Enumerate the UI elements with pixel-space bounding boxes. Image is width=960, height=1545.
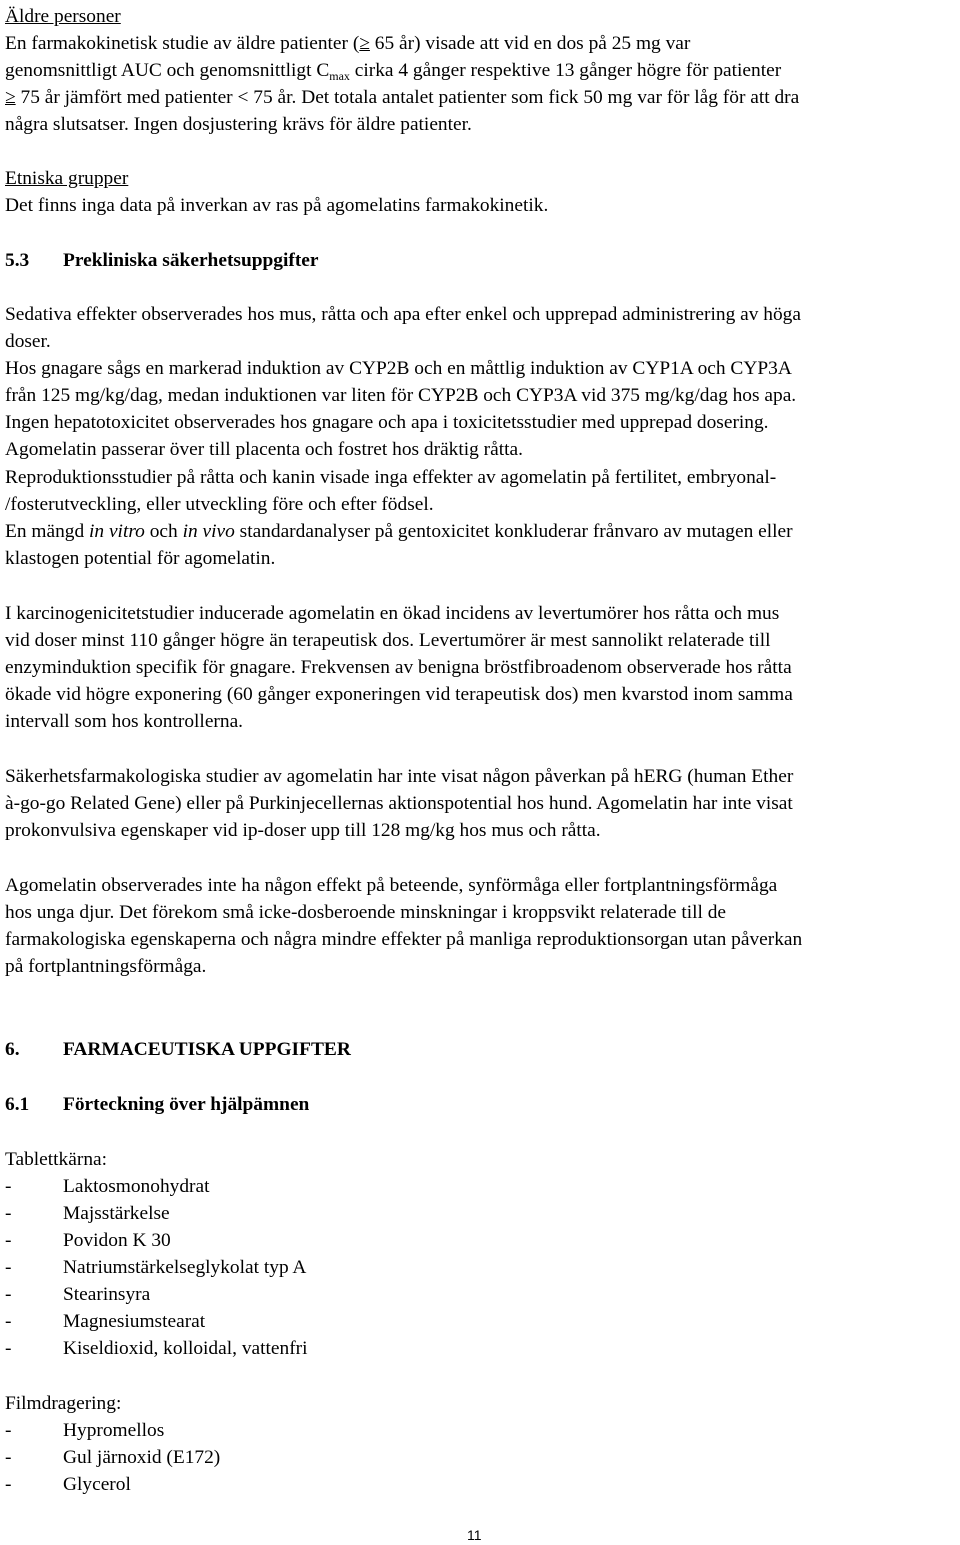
excipient-item: - Laktosmonohydrat	[5, 1176, 210, 1197]
preclinical-line: Hos gnagare sågs en markerad induktion av CYP2B och en måttlig induktion av CYP1A och CYP3A	[5, 358, 792, 379]
excipient-item: - Stearinsyra	[5, 1284, 151, 1305]
section-6-heading: 6. FARMACEUTISKA UPPGIFTER	[5, 1039, 351, 1060]
section-5-3-heading: 5.3 Prekliniska säkerhetsuppgifter	[5, 250, 319, 271]
excipient-item: - Kiseldioxid, kolloidal, vattenfri	[5, 1338, 308, 1359]
carcinogenicity-line: ökade vid högre exponering (60 gånger exponeringen vid terapeutisk dos) men kvarstod inom samma	[5, 684, 793, 705]
elderly-line-1: En farmakokinetisk studie av äldre patienter (≥ 65 år) visade att vid en dos på 25 mg var	[5, 30, 690, 57]
juvenile-line: på fortplantningsförmåga.	[5, 956, 207, 977]
genotox-line-1: En mängd in vitro och in vivo standardanalyser på gentoxicitet konkluderar frånvaro av mutagen eller	[5, 521, 793, 542]
carcinogenicity-line: vid doser minst 110 gånger högre än terapeutisk dos. Levertumörer är mest sannolikt relaterade till	[5, 630, 771, 651]
cmax-subscript: max	[329, 69, 350, 83]
section-6-1-heading: 6.1 Förteckning över hjälpämnen	[5, 1094, 310, 1115]
carcinogenicity-line: enzyminduktion specifik för gnagare. Frekvensen av benigna bröstfibroadenom observerade hos råtta	[5, 657, 792, 678]
ethnic-heading: Etniska grupper	[5, 168, 129, 189]
preclinical-line: doser.	[5, 331, 51, 352]
coating-item: - Gul järnoxid (E172)	[5, 1447, 221, 1468]
page-number: 11	[467, 1527, 482, 1543]
juvenile-line: farmakologiska egenskaperna och några mindre effekter på manliga reproduktionsorgan utan påverkan	[5, 929, 803, 950]
coating-item: - Hypromellos	[5, 1420, 165, 1441]
preclinical-line: Agomelatin passerar över till placenta och fostret hos dräktig råtta.	[5, 439, 523, 460]
excipient-item: - Magnesiumstearat	[5, 1311, 206, 1332]
preclinical-line: Reproduktionsstudier på råtta och kanin visade inga effekter av agomelatin på fertilitet, embryonal-	[5, 467, 777, 488]
safety-pharmacology-line: à-go-go Related Gene) eller på Purkinjecellernas aktionspotential hos hund. Agomelatin har inte visat	[5, 793, 793, 814]
juvenile-line: hos unga djur. Det förekom små icke-dosberoende minskningar i kroppsvikt relaterade till de	[5, 902, 727, 923]
excipient-item: - Povidon K 30	[5, 1230, 171, 1251]
carcinogenicity-line: I karcinogenicitetstudier inducerade agomelatin en ökad incidens av levertumörer hos råtta och mus	[5, 603, 780, 624]
carcinogenicity-line: intervall som hos kontrollerna.	[5, 711, 244, 732]
safety-pharmacology-line: prokonvulsiva egenskaper vid ip-doser upp till 128 mg/kg hos mus och råtta.	[5, 820, 601, 841]
ethnic-line-1: Det finns inga data på inverkan av ras på agomelatins farmakokinetik.	[5, 195, 549, 216]
preclinical-line: Ingen hepatotoxicitet observerades hos gnagare och apa i toxicitetsstudier med upprepad dosering.	[5, 412, 769, 433]
preclinical-line: /fosterutveckling, eller utveckling före och efter födsel.	[5, 494, 434, 515]
coating-item: - Glycerol	[5, 1474, 131, 1495]
juvenile-line: Agomelatin observerades inte ha någon effekt på beteende, synförmåga eller fortplantningsförmåga	[5, 875, 778, 896]
excipient-item: - Natriumstärkelseglykolat typ A	[5, 1257, 307, 1278]
elderly-heading: Äldre personer	[5, 6, 121, 27]
greater-equal-symbol: ≥	[359, 33, 370, 54]
film-coating-heading: Filmdragering:	[5, 1393, 122, 1414]
preclinical-line: från 125 mg/kg/dag, medan induktionen var liten för CYP2B och CYP3A vid 375 mg/kg/dag hos apa.	[5, 385, 797, 406]
greater-equal-symbol: ≥	[5, 87, 16, 108]
elderly-line-3: ≥ 75 år jämfört med patienter < 75 år. Det totala antalet patienter som fick 50 mg var för låg för att dra	[5, 84, 799, 111]
elderly-line-2: genomsnittligt AUC och genomsnittligt $C_{max}$ cirka 4 gånger respektive 13 gånger högre för patienter	[5, 60, 782, 83]
genotox-line-2: klastogen potential för agomelatin.	[5, 548, 276, 569]
excipient-item: - Majsstärkelse	[5, 1203, 170, 1224]
tablet-core-heading: Tablettkärna:	[5, 1149, 108, 1170]
safety-pharmacology-line: Säkerhetsfarmakologiska studier av agomelatin har inte visat någon påverkan på hERG (human Ether	[5, 766, 794, 787]
elderly-line-4: några slutsatser. Ingen dosjustering krävs för äldre patienter.	[5, 114, 472, 135]
preclinical-line: Sedativa effekter observerades hos mus, råtta och apa efter enkel och upprepad administrering av höga	[5, 304, 801, 325]
